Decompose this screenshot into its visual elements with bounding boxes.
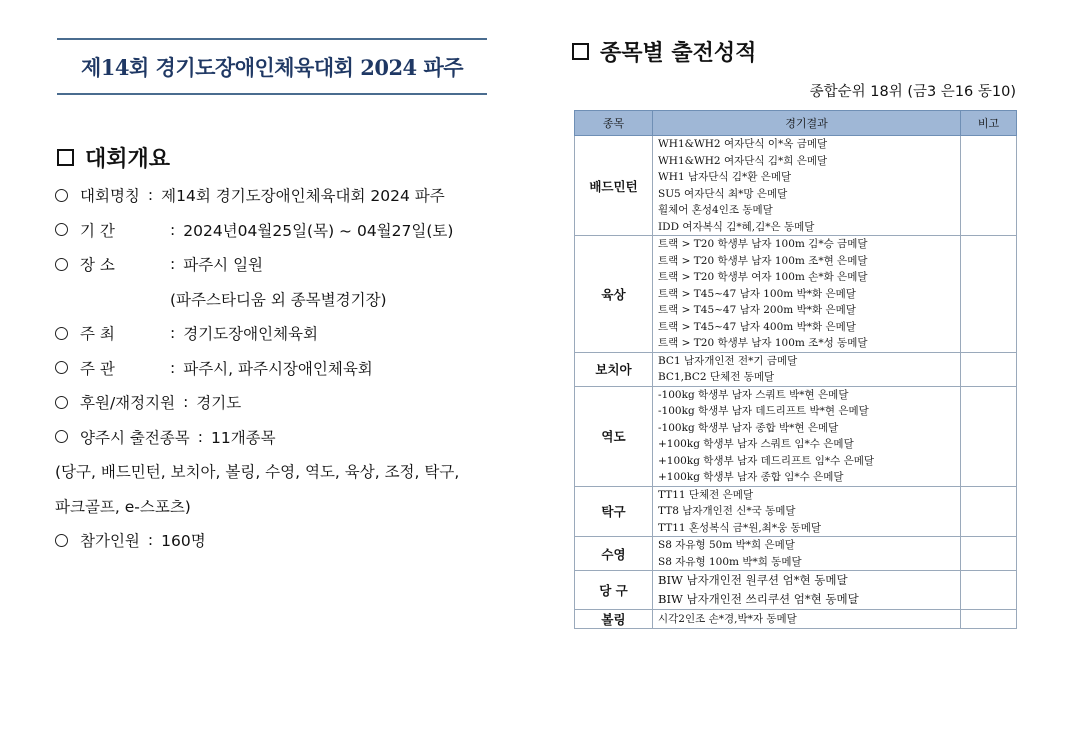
result-item: 휠체어 혼성4인조 동메달	[658, 204, 773, 216]
sport-cell: 역도	[575, 386, 653, 486]
overview-value: 파주시, 파주시장애인체육회	[183, 359, 373, 378]
result-cell	[653, 610, 961, 629]
result-item: -100kg 학생부 남자 스쿼트 박*현 은메달	[658, 388, 849, 401]
note-cell	[961, 537, 1017, 571]
overview-line	[55, 282, 525, 317]
checkbox-square-icon	[572, 43, 589, 60]
result-item: IDD 여자복식 김*혜,김*은 동메달	[658, 220, 815, 233]
result-item: WH1&WH2 여자단식 김*희 은메달	[658, 154, 828, 167]
result-item: 트랙 > T20 학생부 남자 100m 김*승 금메달	[658, 238, 868, 250]
note-cell	[961, 136, 1017, 236]
results-table	[574, 110, 1017, 629]
checkbox-square-icon	[57, 149, 74, 166]
result-cell	[653, 571, 961, 610]
overview-label: 기 간	[80, 221, 115, 240]
overview-line	[55, 454, 525, 489]
sport-cell: 당 구	[575, 571, 653, 610]
overview-value: 경기도	[196, 394, 242, 413]
sport-cell: 볼링	[575, 610, 653, 629]
result-item: WH1 남자단식 김*환 은메달	[658, 171, 792, 183]
result-item: TT8 남자개인전 신*국 동메달	[658, 505, 796, 517]
result-item: WH1&WH2 여자단식 이*옥 금메달	[658, 138, 828, 150]
circle-bullet-icon	[55, 327, 68, 340]
result-item: 트랙 > T20 학생부 여자 100m 손*화 은메달	[658, 271, 868, 283]
result-cell	[653, 136, 961, 236]
overview-heading: 대회개요	[57, 142, 170, 173]
overview-line	[55, 351, 525, 386]
result-cell	[653, 236, 961, 353]
result-item: S8 자유형 50m 박*희 은메달	[658, 539, 795, 551]
result-item: 트랙 > T45~47 남자 400m 박*화 은메달	[658, 320, 856, 333]
overview-value: 2024년04월25일(목) ~ 04월27일(토)	[183, 221, 454, 240]
circle-bullet-icon	[55, 223, 68, 236]
result-item: SU5 여자단식 최*망 은메달	[658, 187, 788, 200]
overview-value: 제14회 경기도장애인체육대회 2024 파주	[161, 187, 445, 206]
table-row	[575, 386, 1017, 486]
column-header-note: 비고	[961, 111, 1017, 136]
overview-list	[55, 178, 525, 558]
overview-label: 후원/재정지원	[80, 394, 176, 413]
overview-label: 양주시 출전종목	[80, 428, 190, 447]
note-cell	[961, 571, 1017, 610]
overview-separator: :	[147, 186, 154, 205]
table-row	[575, 486, 1017, 537]
result-item: +100kg 학생부 남자 종합 임*수 은메달	[658, 471, 844, 483]
overview-label: 장 소	[80, 256, 115, 275]
result-item: 트랙 > T45~47 남자 100m 박*화 은메달	[658, 287, 856, 300]
overview-value: 160명	[161, 532, 206, 551]
result-item: BIW 남자개인전 쓰리쿠션 엄*현 동메달	[658, 592, 859, 606]
overview-line	[55, 247, 525, 282]
table-row	[575, 236, 1017, 353]
overview-line	[55, 178, 525, 213]
overview-line	[55, 385, 525, 420]
note-cell	[961, 386, 1017, 486]
overview-label: 참가인원	[80, 532, 140, 551]
result-item: S8 자유형 100m 박*희 동메달	[658, 555, 802, 568]
table-header-row	[575, 111, 1017, 136]
table-row	[575, 537, 1017, 571]
overall-ranking: 종합순위 18위 (금3 은16 동10)	[809, 84, 1016, 100]
result-cell	[653, 386, 961, 486]
event-title: 제14회 경기도장애인체육대회 2024 파주	[80, 54, 464, 80]
circle-bullet-icon	[55, 189, 68, 202]
overview-separator: :	[183, 393, 189, 412]
result-item: BC1,BC2 단체전 동메달	[658, 371, 775, 383]
result-item: BIW 남자개인전 원쿠션 엄*현 동메달	[658, 573, 848, 587]
result-cell	[653, 352, 961, 386]
result-item: TT11 단체전 은메달	[658, 488, 754, 501]
result-cell	[653, 486, 961, 537]
result-item: +100kg 학생부 남자 데드리프트 임*수 은메달	[658, 454, 875, 467]
circle-bullet-icon	[55, 430, 68, 443]
event-title-banner	[57, 38, 487, 95]
result-item: BC1 남자개인전 전*기 금메달	[658, 354, 798, 367]
results-heading: 종목별 출전성적	[572, 36, 756, 67]
overview-line	[55, 316, 525, 351]
overview-line	[55, 213, 525, 248]
table-row	[575, 610, 1017, 629]
sport-cell: 보치아	[575, 352, 653, 386]
overview-value: 파크골프, e-스포츠)	[55, 497, 191, 516]
overview-label: 대회명칭	[80, 187, 140, 206]
result-item: 트랙 > T20 학생부 남자 100m 조*성 동메달	[658, 337, 868, 349]
overview-value: (파주스타디움 외 종목별경기장)	[170, 290, 387, 309]
note-cell	[961, 236, 1017, 353]
table-row	[575, 571, 1017, 610]
sport-cell: 배드민턴	[575, 136, 653, 236]
column-header-result: 경기결과	[653, 111, 961, 136]
note-cell	[961, 486, 1017, 537]
sport-cell: 수영	[575, 537, 653, 571]
result-item: -100kg 학생부 남자 데드리프트 박*현 은메달	[658, 405, 869, 417]
overview-line	[55, 420, 525, 455]
result-item: 트랙 > T20 학생부 남자 100m 조*현 은메달	[658, 254, 868, 267]
circle-bullet-icon	[55, 361, 68, 374]
overview-value: (당구, 배드민턴, 보치아, 볼링, 수영, 역도, 육상, 조정, 탁구,	[55, 463, 460, 482]
overview-label: 주 최	[80, 325, 115, 344]
overview-value: 경기도장애인체육회	[183, 325, 318, 344]
note-cell	[961, 610, 1017, 629]
table-row	[575, 352, 1017, 386]
overview-separator: :	[170, 324, 176, 343]
result-item: TT11 혼성복식 금*원,최*웅 동메달	[658, 521, 821, 534]
overview-line	[55, 523, 525, 558]
circle-bullet-icon	[55, 258, 68, 271]
overview-line	[55, 489, 525, 524]
overview-separator: :	[170, 358, 176, 377]
overview-separator: :	[197, 427, 203, 446]
sport-cell: 육상	[575, 236, 653, 353]
note-cell	[961, 352, 1017, 386]
overview-separator: :	[170, 220, 176, 239]
table-row	[575, 136, 1017, 236]
circle-bullet-icon	[55, 534, 68, 547]
overview-label: 주 관	[80, 359, 115, 378]
result-item: +100kg 학생부 남자 스쿼트 임*수 은메달	[658, 438, 854, 450]
overview-value: 파주시 일원	[183, 256, 264, 275]
result-item: 시각2인조 손*경,박*자 동메달	[658, 612, 797, 625]
result-cell	[653, 537, 961, 571]
result-item: -100kg 학생부 남자 종합 박*현 은메달	[658, 421, 839, 434]
overview-value: 11개종목	[210, 428, 276, 447]
overview-separator: :	[170, 255, 176, 274]
circle-bullet-icon	[55, 396, 68, 409]
sport-cell: 탁구	[575, 486, 653, 537]
column-header-sport: 종목	[575, 111, 653, 136]
result-item: 트랙 > T45~47 남자 200m 박*화 은메달	[658, 304, 856, 316]
overview-separator: :	[147, 531, 154, 550]
